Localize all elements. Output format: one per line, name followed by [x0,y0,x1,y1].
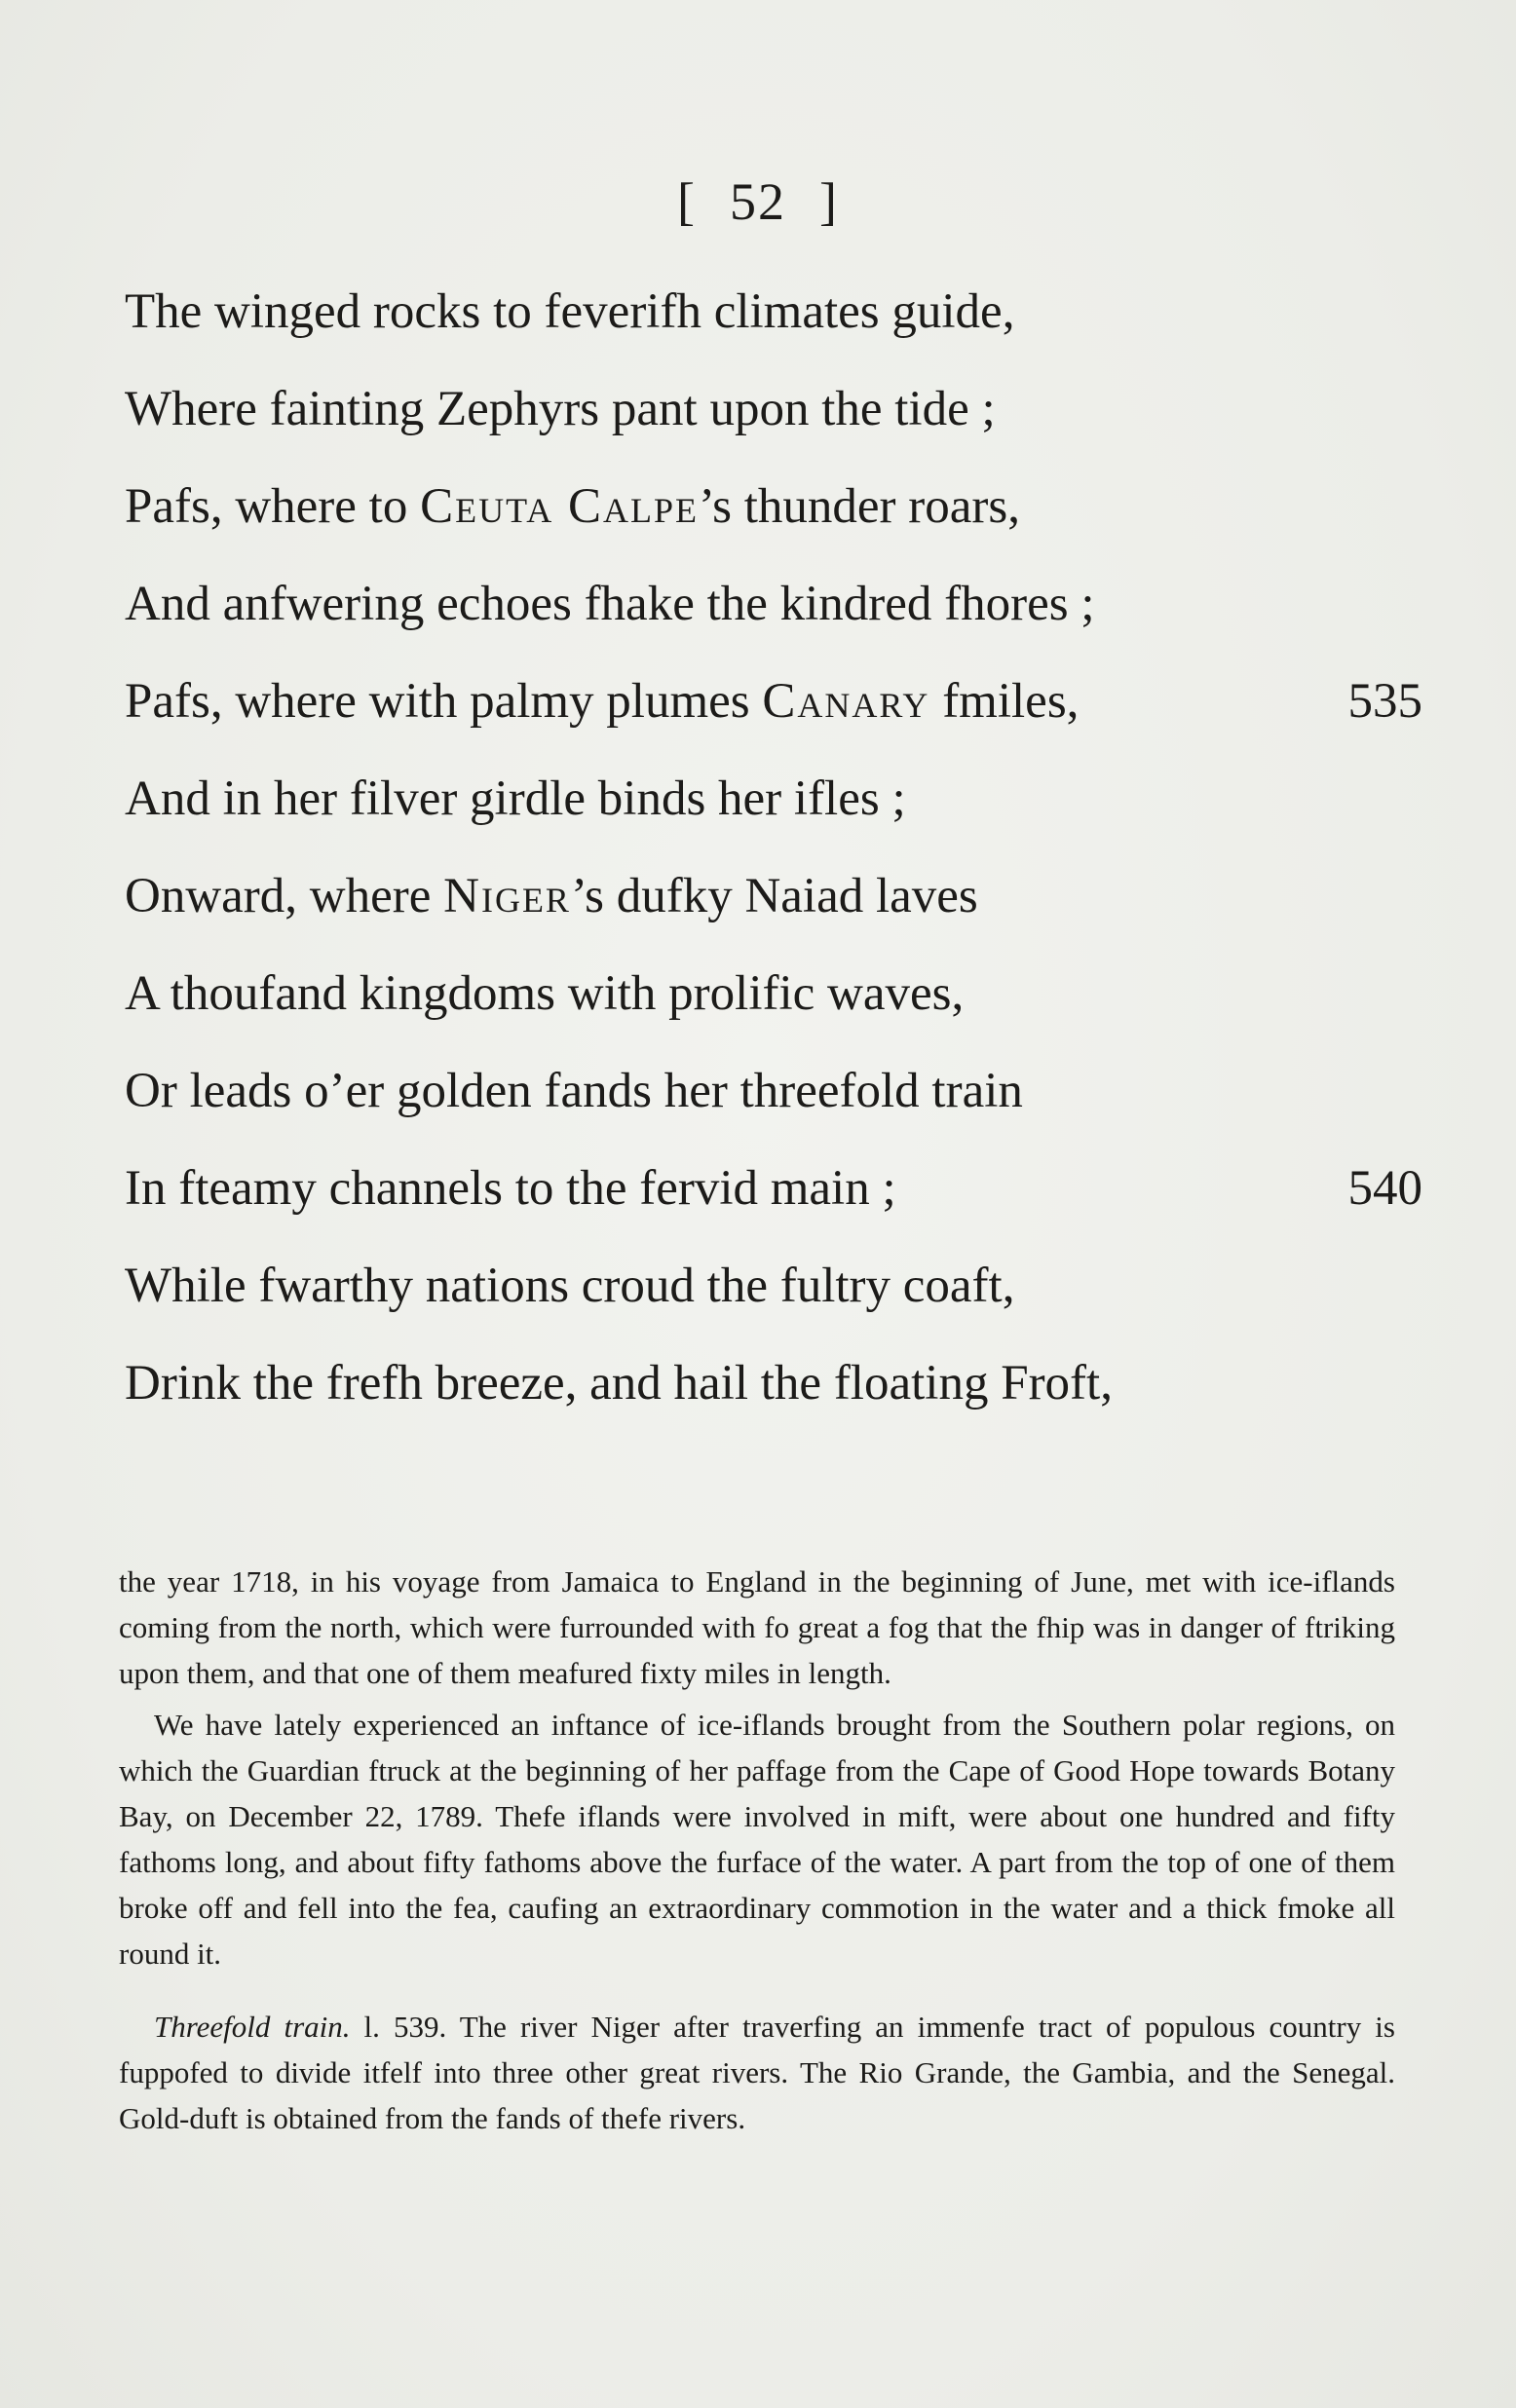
footnote-reference: Threefold train. [154,2010,351,2044]
verse-line [125,1140,1422,1237]
verse-text: While fwarthy nations croud the fultry coaft, [125,1259,1015,1313]
verse-block [125,263,1422,1432]
verse-text: ’s dufky Naiad laves [570,869,978,923]
footnotes [119,1559,1395,2141]
line-number: 535 [1347,674,1422,729]
line-number: 540 [1347,1161,1422,1216]
verse-line [125,458,1411,555]
verse-line [125,263,1411,360]
verse-line [125,1237,1411,1335]
verse-line [125,1335,1411,1432]
verse-line [125,1042,1411,1140]
verse-line [125,750,1411,847]
verse-proper-noun: Ceuta Calpe [420,479,699,534]
verse-text: Where fainting Zephyrs pant upon the tide ; [125,382,996,436]
bracket-open: [ [677,172,697,231]
verse-line [125,847,1411,945]
verse-line [125,653,1422,750]
verse-text: Drink the frefh breeze, and hail the floating Froft, [125,1356,1113,1411]
verse-text: A thoufand kingdoms with prolific waves, [125,966,965,1021]
footnote-paragraph: the year 1718, in his voyage from Jamaica to England in the beginning of June, met with ice-iflands coming from the north, which were furrounded with fo great a fog that the fhip was in danger of ftriking upon them, and that one of them meafured fixty miles in length. [119,1564,1395,1690]
footnote-text: l. 539. The river Niger after traverfing an immenfe tract of populous country is fuppofed to divide itfelf into three other great rivers. The Rio Grande, the Gambia, and the Senegal. Gold-duft is obtained from the fands of thefe rivers. [119,2010,1395,2135]
verse-text: Pafs, where with palmy plumes [125,674,763,729]
footnote-paragraph [119,2004,1395,2141]
verse-text: The winged rocks to feverifh climates guide, [125,284,1015,339]
verse-line [125,555,1411,653]
page-number [0,171,1516,232]
verse-text: And anfwering echoes fhake the kindred fhores ; [125,577,1095,631]
verse-text: fmiles, [929,674,1080,729]
verse-text: Or leads o’er golden fands her threefold train [125,1064,1023,1118]
verse-text: In fteamy channels to the fervid main ; [125,1161,896,1216]
footnote-paragraph: We have lately experienced an inftance of ice-iflands brought from the Southern polar regions, on which the Guardian ftruck at the beginning of her paffage from the Cape of Good Hope towards Botany Bay, on December 22, 1789. Thefe iflands were involved in mift, were about one hundred and fifty fathoms long, and about fifty fathoms above the furface of the water. A part from the top of one of them broke off and fell into the fea, caufing an extraordinary commotion in the water and a thick fmoke all round it. [119,1708,1395,1971]
verse-line [125,945,1411,1042]
verse-line [125,360,1411,458]
verse-proper-noun: Canary [762,674,930,729]
verse-text: Pafs, where to [125,479,421,534]
verse-text: And in her filver girdle binds her ifles ; [125,771,906,826]
page-number-value: 52 [730,172,786,231]
verse-proper-noun: Niger [443,869,571,923]
verse-text: ’s thunder roars, [698,479,1020,534]
verse-text: Onward, where [125,869,444,923]
bracket-close: ] [819,172,839,231]
